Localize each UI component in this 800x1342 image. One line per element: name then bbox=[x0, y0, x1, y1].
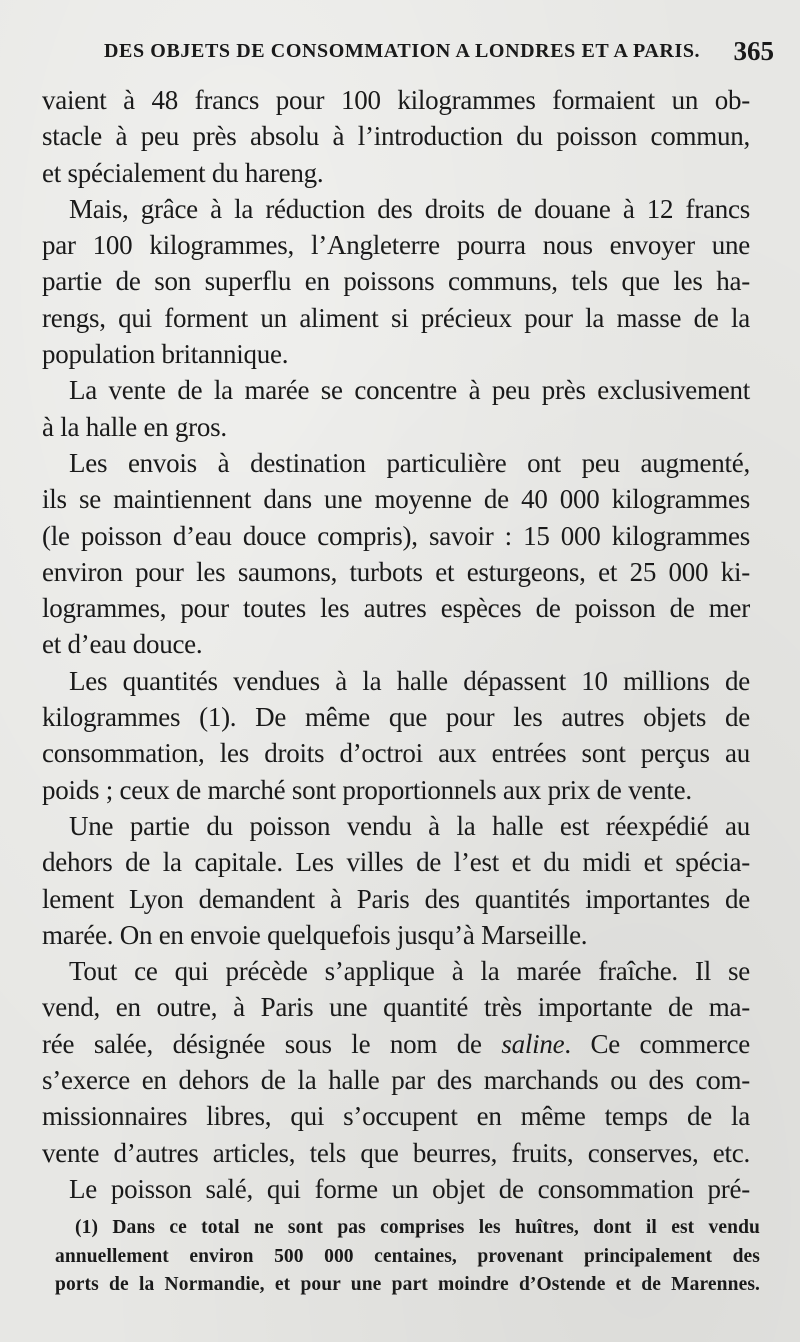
text-line: vente d’autres articles, tels que beurres, fruits, conserves, etc. bbox=[42, 1137, 750, 1168]
text-line: Mais, grâce à la réduction des droits de douane à 12 francs bbox=[69, 193, 750, 224]
text-line: Tout ce qui précède s’applique à la marée fraîche. Il se bbox=[69, 956, 750, 987]
text-line: partie de son superflu en poissons communs, tels que les ha- bbox=[42, 266, 750, 297]
text-line: et spécialement du hareng. bbox=[42, 157, 324, 188]
text-line: Le poisson salé, qui forme un objet de consommation pré- bbox=[69, 1173, 750, 1204]
text-line: environ pour les saumons, turbots et esturgeons, et 25 000 ki- bbox=[42, 556, 750, 587]
text-line: Les quantités vendues à la halle dépassent 10 millions de bbox=[69, 665, 750, 696]
footnote-line: annuellement environ 500 000 centaines, provenant principalement des bbox=[55, 1245, 760, 1267]
text-line: consommation, les droits d’octroi aux entrées sont perçus au bbox=[42, 738, 750, 769]
body-text bbox=[42, 82, 750, 1207]
text-line: lement Lyon demandent à Paris des quantités importantes de bbox=[42, 883, 750, 914]
text-line: logrammes, pour toutes les autres espèces de poisson de mer bbox=[42, 593, 750, 624]
text-line: missionnaires libres, qui s’occupent en même temps de la bbox=[42, 1101, 750, 1132]
footnote-line: (1) Dans ce total ne sont pas comprises les huîtres, dont il est vendu bbox=[75, 1217, 760, 1238]
text-line: poids ; ceux de marché sont proportionnels aux prix de vente. bbox=[42, 774, 692, 805]
text-line: et d’eau douce. bbox=[42, 629, 203, 660]
footnote bbox=[55, 1214, 760, 1300]
text-line: s’exerce en dehors de la halle par des marchands ou des com- bbox=[42, 1065, 750, 1096]
running-title: DES OBJETS DE CONSOMMATION A LONDRES ET A PARIS. bbox=[104, 40, 701, 62]
text-line: (le poisson d’eau douce compris), savoir : 15 000 kilogrammes bbox=[42, 520, 750, 551]
text-line: kilogrammes (1). De même que pour les autres objets de bbox=[42, 702, 750, 733]
running-head bbox=[104, 36, 774, 72]
text-line: par 100 kilogrammes, l’Angleterre pourra nous envoyer une bbox=[42, 230, 750, 261]
text-line: Une partie du poisson vendu à la halle est réexpédié au bbox=[69, 810, 750, 841]
page-number: 365 bbox=[733, 36, 774, 66]
text-line: stacle à peu près absolu à l’introduction du poisson commun, bbox=[42, 121, 750, 152]
text-line: à la halle en gros. bbox=[42, 411, 227, 442]
text-line: ils se maintiennent dans une moyenne de 40 000 kilogrammes bbox=[42, 484, 750, 515]
text-line: Les envois à destination particulière ont peu augmenté, bbox=[69, 447, 750, 478]
text-line: dehors de la capitale. Les villes de l’est et du midi et spécia- bbox=[42, 847, 750, 878]
footnote-line: ports de la Normandie, et pour une part moindre d’Ostende et de Marennes. bbox=[55, 1274, 760, 1295]
text-line: vend, en outre, à Paris une quantité très importante de ma- bbox=[42, 992, 750, 1023]
text-line: rengs, qui forment un aliment si précieux pour la masse de la bbox=[42, 302, 750, 333]
text-line: vaient à 48 francs pour 100 kilogrammes formaient un ob- bbox=[42, 85, 750, 115]
text-line: rée salée, désignée sous le nom de saline. Ce commerce bbox=[42, 1028, 750, 1059]
text-line: population britannique. bbox=[42, 339, 289, 370]
text-line: marée. On en envoie quelquefois jusqu’à Marseille. bbox=[42, 919, 588, 950]
text-line: La vente de la marée se concentre à peu près exclusivement bbox=[69, 375, 750, 406]
